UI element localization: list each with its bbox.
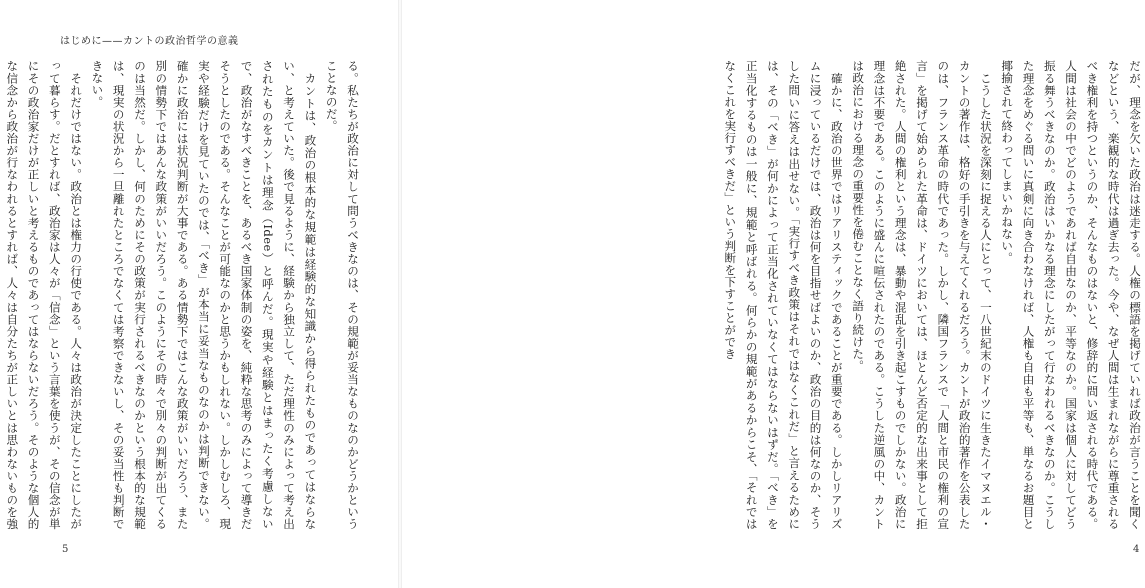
running-header: はじめに——カントの政治哲学の意義 — [60, 36, 239, 47]
left-page-number: 5 — [62, 544, 69, 555]
right-page-number: 4 — [1133, 544, 1140, 555]
right-page-body-text: だが、理念を欠いた政治は迷走する。人権の標語を掲げていれば政治が言うことを聞くなどという、楽観的な時代は過ぎ去った。今や、なぜ人間は生まれながらに尊重されるべき権利を持つというのか、そんなものはないと、修辞的に問い返される時代である。人間は社会の中でどのようであれば自由なのか、平等なのか。国家は個人に対してどう振る舞うべきなのか。政治はいかなる理念にしたがって行なわれるべきなのか。こうした理念をめぐる問いに真剣に向き合わなければ、人権も自由も平等も、単なるお題目と揶揄されて終わってしまいかねない。 こうした状況を深刻に捉える人にとって、一八世紀末のドイツに生きたイマヌエル・カントの著作は、格好の手引きを与えてくれるだろう。カントが政治的著作を公表したのは、フランス革命の時代であった。しかし、隣国フランスで「人間と市民の権利の宣言」を掲げて始められた革命は、ドイツにおいては、ほとんど否定的な出来事として拒絶された。人間の権利という理念は、暴動や混乱を引き起こすものでしかない。政治に理念は不要である。このように盛んに喧伝されたのである。こうした逆風の中、カントは政治における理念の重要性を倦むことなく語り続けた。 確かに、政治の世界ではリアリスティックであることが重要である。しかしリアリズムに浸っているだけでは、政治は何を目指せばよいのか、政治の目的は何なのか、そうした問いに答えは出せない。「実行すべき政策はそれではなくこれだ」と言えるためには、その「べき」が何かによって正当化されていなくてはならないはずだ。「べき」を正当化するものは一般に、規範と呼ばれる。何らかの規範があるからこそ、「それではなくこれを実行すべきだ」という判断を下すことができ — [723, 60, 1142, 530]
left-page — [0, 0, 400, 588]
right-page — [400, 0, 1142, 588]
left-page-body-text: る。私たちが政治に対して問うべきなのは、その規範が妥当なものなのかどうかということなのだ。 カントは、政治の根本的な規範は経験的な知識から得られたものであってはならない、と考えていた。後で見るように、経験から独立して、ただ理性のみによって考え出されたものをカントは理念（Idee）と呼んだ。現実や経験とはまったく考慮しないで、政治がなすべきことを、あるべき国家体制の姿を、純粋な思考のみによって導きだそうとしたのである。そんなことが可能なのかと思うかもしれない。しかしむしろ、現実や経験だけを見ていたのでは、「べき」が本当に妥当なものなのかは判断できない。確かに政治には状況判断が大事である。ある情勢下ではこんな政策がいいだろう、また別の情勢下ではあんな政策がいいだろう。このようにその時々で別々の判断が出てくるのは当然だ。しかし、何のためにその政策が実行されるべきなのかという根本的な規範は、現実の状況から一旦離れたところでなくては考察できないし、その妥当性も判断できない。 それだけではない。政治とは権力の行使である。人々は政治が決定したことにしたがって暮らす。だとすれば、政治家は人々が「信念」という言葉を使うが、その信念が単にその政治家だけが正しいと考えるものであってはならないだろう。そのような個人的な信念から政治が行なわれるとすれば、人々は自分たちが正しいとは思わないものを強 — [5, 60, 360, 530]
